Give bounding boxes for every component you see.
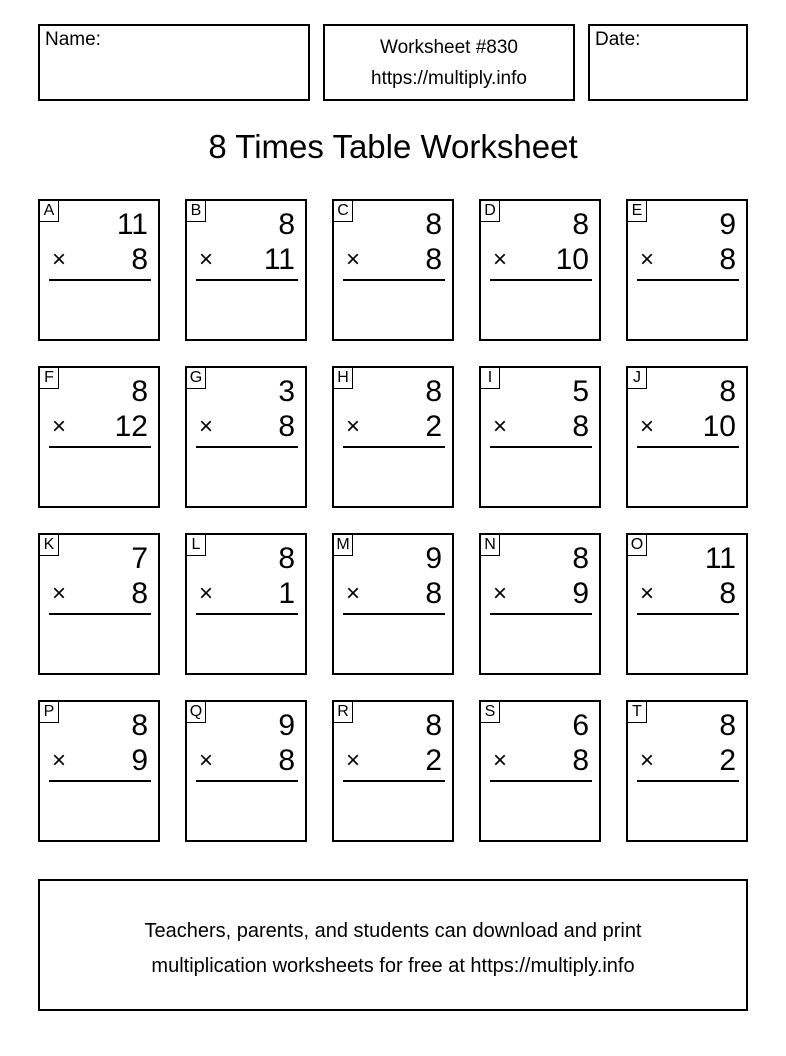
multiplier: 9 bbox=[572, 577, 589, 610]
multiplier: 11 bbox=[263, 243, 295, 276]
problem-letter: M bbox=[334, 535, 353, 556]
problem-card bbox=[626, 533, 748, 675]
problem-letter: D bbox=[481, 201, 500, 222]
problem-card bbox=[38, 366, 160, 508]
answer-line bbox=[343, 613, 445, 615]
problem-card bbox=[626, 366, 748, 508]
multiplicand: 9 bbox=[719, 208, 736, 241]
multiplier: 10 bbox=[555, 243, 589, 276]
answer-line bbox=[490, 780, 592, 782]
answer-line bbox=[196, 279, 298, 281]
multiplicand: 9 bbox=[278, 709, 295, 742]
problem-letter: A bbox=[40, 201, 59, 222]
problem-letter: N bbox=[481, 535, 500, 556]
multiplicand: 8 bbox=[425, 208, 442, 241]
multiplicand: 6 bbox=[572, 709, 589, 742]
multiplicand: 7 bbox=[131, 542, 148, 575]
multiplier: 8 bbox=[425, 243, 442, 276]
times-sign: × bbox=[199, 580, 214, 607]
answer-line bbox=[343, 446, 445, 448]
problem-card bbox=[185, 700, 307, 842]
multiplier: 8 bbox=[572, 410, 589, 443]
problem-letter: B bbox=[187, 201, 206, 222]
times-sign: × bbox=[52, 246, 67, 273]
multiplicand: 8 bbox=[719, 709, 736, 742]
multiplier: 8 bbox=[278, 744, 295, 777]
multiplicand: 8 bbox=[572, 208, 589, 241]
answer-line bbox=[637, 446, 739, 448]
times-sign: × bbox=[493, 580, 508, 607]
problem-card bbox=[479, 700, 601, 842]
problem-letter: L bbox=[187, 535, 206, 556]
problem-card bbox=[332, 199, 454, 341]
answer-line bbox=[637, 613, 739, 615]
times-sign: × bbox=[346, 246, 361, 273]
problem-card bbox=[332, 700, 454, 842]
problem-card bbox=[479, 199, 601, 341]
times-sign: × bbox=[640, 580, 655, 607]
problem-letter: F bbox=[40, 368, 59, 389]
name-label: Name: bbox=[45, 29, 101, 50]
worksheet-info-box bbox=[323, 24, 575, 101]
multiplier: 8 bbox=[131, 243, 148, 276]
problem-card bbox=[38, 533, 160, 675]
answer-line bbox=[637, 279, 739, 281]
answer-line bbox=[49, 613, 151, 615]
multiplicand: 8 bbox=[719, 375, 736, 408]
times-sign: × bbox=[640, 246, 655, 273]
times-sign: × bbox=[493, 246, 508, 273]
multiplicand: 8 bbox=[425, 375, 442, 408]
answer-line bbox=[196, 613, 298, 615]
multiplier: 8 bbox=[719, 243, 736, 276]
footer-line-2: multiplication worksheets for free at https://multiply.info bbox=[151, 955, 635, 977]
problem-letter: T bbox=[628, 702, 647, 723]
multiplier: 8 bbox=[278, 410, 295, 443]
problem-card bbox=[626, 199, 748, 341]
problem-card bbox=[479, 366, 601, 508]
times-sign: × bbox=[346, 580, 361, 607]
multiplier: 9 bbox=[131, 744, 148, 777]
problem-card bbox=[185, 199, 307, 341]
multiplicand: 9 bbox=[425, 542, 442, 575]
times-sign: × bbox=[640, 747, 655, 774]
footer-line-1: Teachers, parents, and students can download and print bbox=[144, 920, 642, 942]
answer-line bbox=[196, 780, 298, 782]
multiplier: 12 bbox=[114, 410, 148, 443]
times-sign: × bbox=[493, 413, 508, 440]
name-field-box[interactable] bbox=[38, 24, 310, 101]
answer-line bbox=[343, 780, 445, 782]
multiplicand: 3 bbox=[278, 375, 295, 408]
problem-letter: Q bbox=[187, 702, 206, 723]
times-sign: × bbox=[199, 413, 214, 440]
problem-card bbox=[626, 700, 748, 842]
date-label: Date: bbox=[595, 29, 641, 50]
multiplicand: 8 bbox=[131, 375, 148, 408]
worksheet-number: Worksheet #830 bbox=[379, 37, 518, 58]
multiplicand: 11 bbox=[116, 208, 148, 241]
times-sign: × bbox=[52, 413, 67, 440]
answer-line bbox=[343, 279, 445, 281]
multiplicand: 8 bbox=[278, 208, 295, 241]
multiplicand: 8 bbox=[131, 709, 148, 742]
times-sign: × bbox=[346, 747, 361, 774]
multiplicand: 11 bbox=[704, 542, 736, 575]
date-field-box[interactable] bbox=[588, 24, 748, 101]
multiplier: 2 bbox=[425, 410, 442, 443]
times-sign: × bbox=[640, 413, 655, 440]
multiplier: 8 bbox=[719, 577, 736, 610]
problem-letter: H bbox=[334, 368, 353, 389]
multiplicand: 8 bbox=[572, 542, 589, 575]
problem-card bbox=[332, 533, 454, 675]
times-sign: × bbox=[493, 747, 508, 774]
problem-letter: E bbox=[628, 201, 647, 222]
problem-letter: G bbox=[187, 368, 206, 389]
problem-letter: K bbox=[40, 535, 59, 556]
multiplier: 2 bbox=[425, 744, 442, 777]
problem-letter: O bbox=[628, 535, 647, 556]
multiplier: 8 bbox=[425, 577, 442, 610]
problem-card bbox=[38, 700, 160, 842]
problem-card bbox=[185, 533, 307, 675]
problem-card bbox=[38, 199, 160, 341]
answer-line bbox=[490, 446, 592, 448]
problem-letter: J bbox=[628, 368, 647, 389]
multiplier: 2 bbox=[719, 744, 736, 777]
times-sign: × bbox=[199, 246, 214, 273]
answer-line bbox=[490, 279, 592, 281]
multiplicand: 8 bbox=[425, 709, 442, 742]
answer-line bbox=[49, 780, 151, 782]
problem-card bbox=[479, 533, 601, 675]
multiplicand: 8 bbox=[278, 542, 295, 575]
times-sign: × bbox=[199, 747, 214, 774]
answer-line bbox=[490, 613, 592, 615]
problem-letter: P bbox=[40, 702, 59, 723]
answer-line bbox=[49, 446, 151, 448]
answer-line bbox=[196, 446, 298, 448]
problem-letter: I bbox=[481, 368, 500, 389]
problem-card bbox=[185, 366, 307, 508]
problem-letter: R bbox=[334, 702, 353, 723]
problem-card bbox=[332, 366, 454, 508]
multiplier: 8 bbox=[572, 744, 589, 777]
answer-line bbox=[637, 780, 739, 782]
times-sign: × bbox=[52, 580, 67, 607]
problem-letter: S bbox=[481, 702, 500, 723]
worksheet-url: https://multiply.info bbox=[371, 68, 527, 89]
footer-box bbox=[38, 879, 748, 1011]
times-sign: × bbox=[346, 413, 361, 440]
multiplicand: 5 bbox=[572, 375, 589, 408]
multiplier: 1 bbox=[278, 577, 295, 610]
multiplier: 10 bbox=[702, 410, 736, 443]
multiplier: 8 bbox=[131, 577, 148, 610]
footer-text bbox=[40, 914, 746, 984]
answer-line bbox=[49, 279, 151, 281]
page-title: 8 Times Table Worksheet bbox=[208, 128, 578, 165]
problem-letter: C bbox=[334, 201, 353, 222]
times-sign: × bbox=[52, 747, 67, 774]
